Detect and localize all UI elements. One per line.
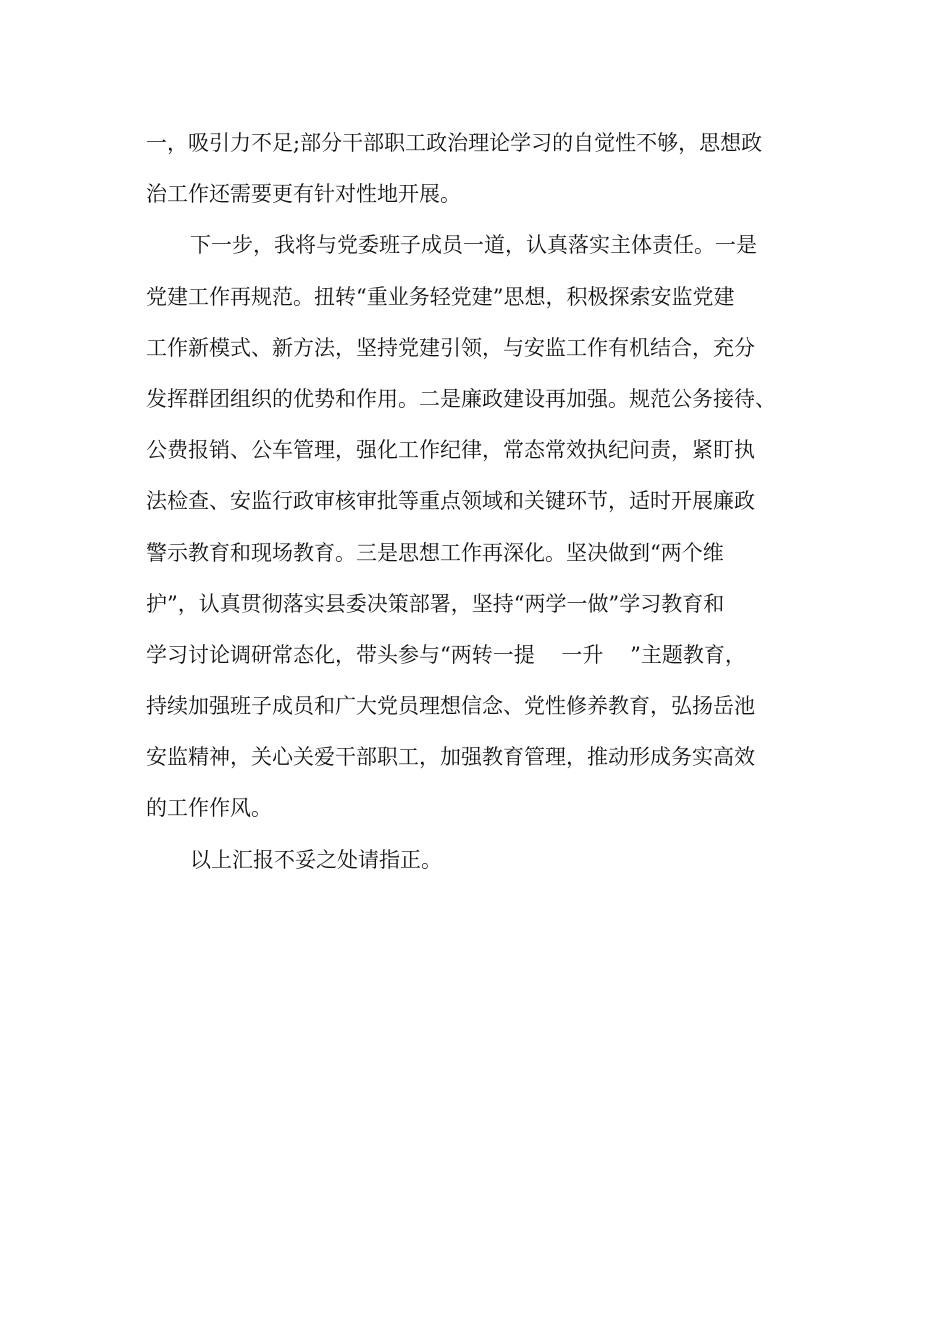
paragraph-line: 下一步，我将与党委班子成员一道，认真落实主体责任。一是 — [190, 233, 757, 258]
paragraph-line: 警示教育和现场教育。三是思想工作再深化。坚决做到“两个维 — [146, 540, 724, 565]
paragraph-line: 一，吸引力不足;部分干部职工政治理论学习的自觉性不够，思想政 — [146, 131, 763, 155]
paragraph-2 — [146, 220, 826, 834]
paragraph-line: 安监精神，关心关爱干部职工，加强教育管理，推动形成务实高效 — [146, 745, 755, 770]
paragraph-line: 以上汇报不妥之处请指正。 — [190, 847, 442, 872]
paragraph-line: 工作新模式、新方法，坚持党建引领，与安监工作有机结合，充分 — [146, 335, 755, 360]
paragraph-3 — [146, 835, 826, 886]
paragraph-1 — [146, 118, 826, 220]
paragraph-line: 的工作作风。 — [146, 796, 272, 821]
paragraph-line: 护”，认真贯彻落实县委决策部署，坚持“两学一做”学习教育和 — [146, 591, 725, 616]
paragraph-line: 治工作还需要更有针对性地开展。 — [146, 182, 461, 207]
paragraph-line: 党建工作再规范。扭转“重业务轻党建”思想，积极探索安监党建 — [146, 284, 735, 309]
paragraph-line: 公费报销、公车管理，强化工作纪律，常态常效执纪问责，紧盯执 — [146, 438, 755, 463]
paragraph-line: 学习讨论调研常态化，带头参与“两转一提 一升 ”主题教育， — [146, 642, 746, 667]
document-body — [146, 118, 826, 886]
paragraph-line: 发挥群团组织的优势和作用。二是廉政建设再加强。规范公务接待、 — [146, 386, 776, 411]
paragraph-line: 法检查、安监行政审核审批等重点领域和关键环节，适时开展廉政 — [146, 489, 755, 514]
paragraph-line: 持续加强班子成员和广大党员理想信念、党性修养教育，弘扬岳池 — [146, 694, 755, 719]
